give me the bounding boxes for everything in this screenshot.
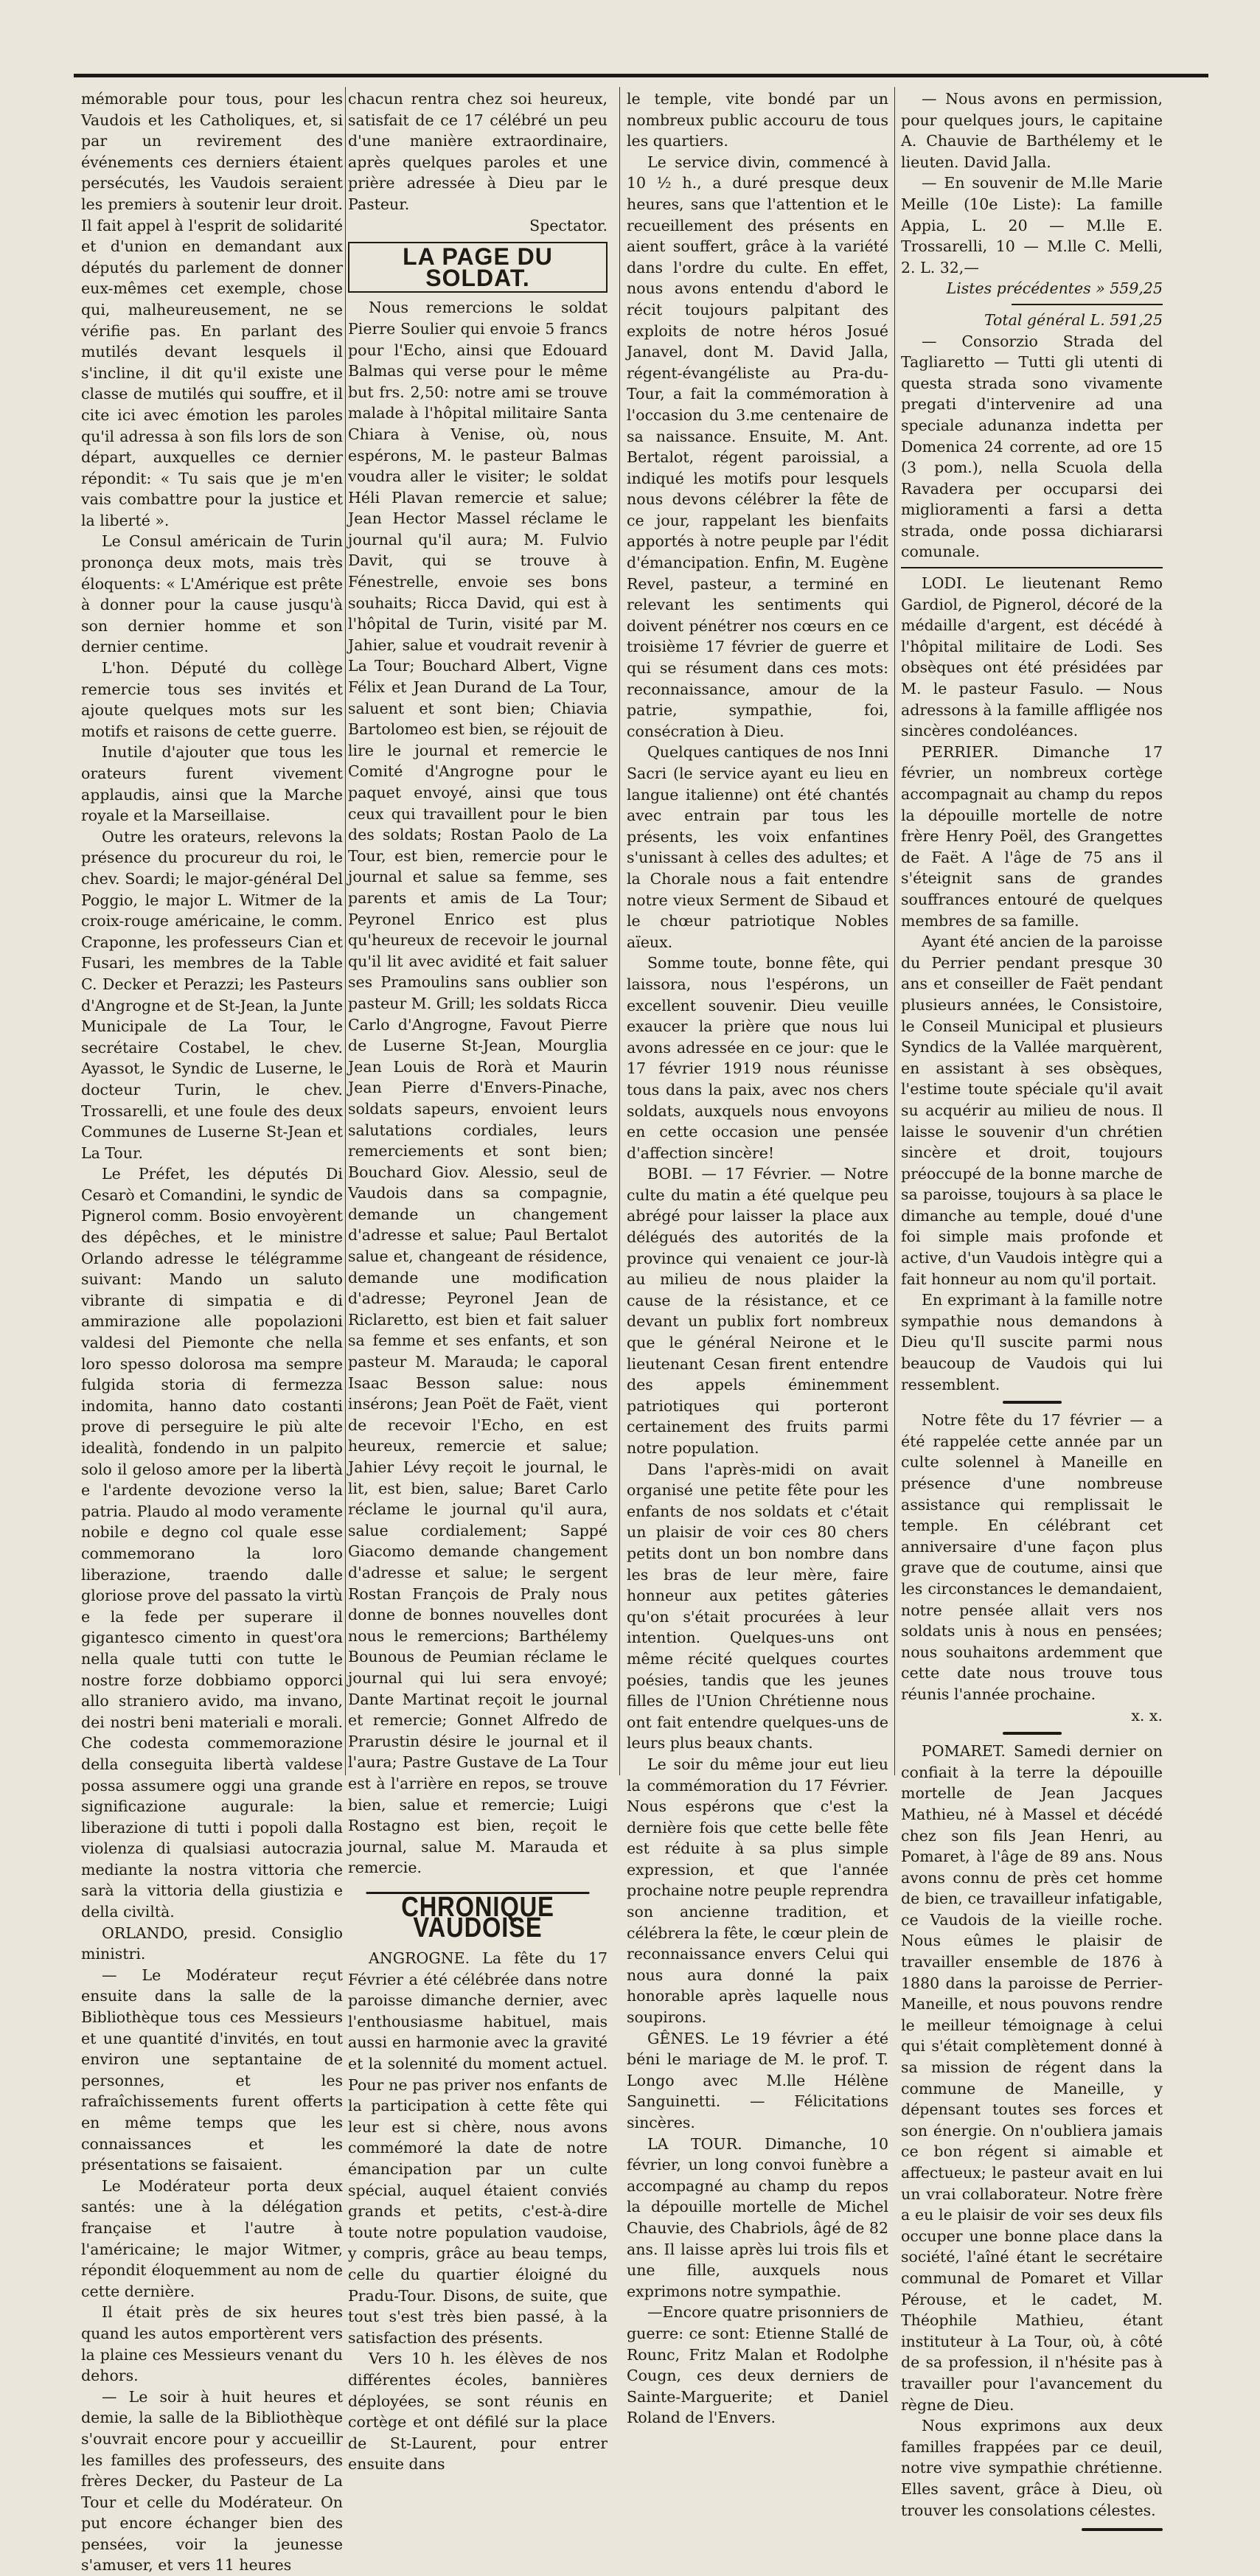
paragraph: Somme toute, bonne fête, qui laissora, nous l'espérons, un excellent souvenir. Dieu veuille exaucer la prière que nous lui avons adressée en ce jour: que le 17 février 1919 nous réunisse tous dans la paix, avec nos chers soldats, auxquels nous envoyons en cette occasion une pensée d'affection sincère! (627, 954, 888, 1162)
paragraph: LODI. Le lieutenant Remo Gardiol, de Pignerol, décoré de la médaille d'argent, est décédé à l'hôpital militaire de Lodi. Ses obsèques ont été présidées par M. le pasteur Fasulo. — Nous adressons à la famille affligée nos sincères condoléances. (901, 574, 1163, 740)
paragraph: Le service divin, commencé à 10 ½ h., a duré presque deux heures, sans que l'attention et le recueillement des présents en aient souffert, grâce à la variété dans l'ordre du culte. En effet, nous avons entendu d'abord le récit toujours palpitant des exploits de notre héros Josué Janavel, dont M. David Jalla, régent-évangéliste au Pra-du-Tour, a fait la commémoration à l'occasion du 3.me centenaire de sa naissance. Ensuite, M. Ant. Bertalot, régent paroissial, a indiqué les motifs pour lesquels nous devons célébrer la fête de ce jour, rappelant les bienfaits apportés à notre peuple par l'édit d'émancipation. Enfin, M. Eugène Revel, pasteur, a terminé en relevant les sentiments qui doivent pénétrer nos cœurs en ce troisième 17 février de guerre et qui se résument dans ces mots: reconnaissance, amour de la patrie, sympathie, foi, consécration à Dieu. (627, 153, 888, 740)
paragraph: — Consorzio Strada del Tagliaretto — Tutti gli utenti di questa strada sono vivamente pregati d'intervenire ad una speciale adunanza indetta per Domenica 24 corrente, ad ore 15 (3 pom.), nella Scuola della Ravadera per occuparsi dei miglioramenti a farsi a detta strada, onde possa dichiararsi comunale. (901, 332, 1163, 561)
paragraph: le temple, vite bondé par un nombreux public accouru de tous les quartiers. (627, 90, 888, 150)
column-3 (627, 88, 888, 2427)
signature: ORLANDO, presid. Consiglio ministri. (81, 1924, 343, 1963)
listes-precedentes: Listes précédentes » 559,25 (946, 279, 1163, 298)
paragraph: Inutile d'ajouter que tous les orateurs furent vivement applaudis, ainsi que la Marche royale et la Marseillaise. (81, 743, 343, 825)
paragraph: Le soir du même jour eut lieu la commémoration du 17 Février. Nous espérons que c'est la dernière fois que cette belle fête est réduite à sa plus simple expression, et que l'année prochaine notre peuple reprendra son ancienne tradition, et célébrera la fête, le cœur plein de reconnaissance envers Celui qui nous aura donné la paix honorable après laquelle nous soupirons. (627, 1755, 888, 2027)
section-heading-soldat: LA PAGE DU SOLDAT. (348, 242, 608, 293)
paragraph: Nous remercions le soldat Pierre Soulier qui envoie 5 francs pour l'Echo, ainsi que Edouard Balmas qui verse pour le même but frs. 2,50: notre ami se trouve malade à l'hôpital militaire Santa Chiara à Venise, où, nous espérons, M. le pasteur Balmas voudra aller le visiter; le soldat Héli Plavan remercie et salue; Jean Hector Massel réclame le journal qu'il aura; M. Fulvio Davit, qui se trouve à Fénestrelle, envoie ses bons souhaits; Ricca David, qui est à l'hôpital de Turin, visité par M. Jahier, salue et voudrait revenir à La Tour; Bouchard Albert, Vigne Félix et Jean Durand de La Tour, saluent et sont bien; Chiavia Bartolomeo est bien, se réjouit de lire le journal et remercie le Comité d'Angrogne pour le paquet envoyé, ainsi que tous ceux qui travaillent pour le bien des soldats; Rostan Paolo de La Tour, est bien, remercie pour le journal et salue sa femme, ses parents et amis de La Tour; Peyronel Enrico est plus qu'heureux de recevoir le journal qu'il lit avec avidité et fait saluer ses Pramoulins sans oublier son pasteur M. Grill; les soldats Ricca Carlo d'Angrogne, Favout Pierre de Luserne St-Jean, Mourglia Jean Louis de Rorà et Maurin Jean Pierre d'Envers-Pinache, soldats sapeurs, envoient leurs salutations cordiales, leurs remerciements et sont bien; Bouchard Giov. Alessio, seul de Vaudois dans sa compagnie, demande un changement d'adresse et salue; Paul Bertalot salue et, changeant de résidence, demande une modification d'adresse; Peyronel Jean de Riclaretto, est bien et fait saluer sa femme et ses enfants, et son pasteur M. Marauda; le caporal Isaac Besson salue: nous insérons; Jean Poët de Faët, vient de recevoir l'Echo, en est heureux, remercie et salue; Jahier Lévy reçoit le journal, le lit, est bien, salue; Baret Carlo réclame le journal qu'il aura, salue cordialement; Sappé Giacomo demande changement d'adresse et salue; le sergent Rostan François de Praly nous donne de bonnes nouvelles dont nous le remercions; Barthélemy Bounous de Peumian réclame le journal qui lui sera envoyé; Dante Martinat reçoit le journal et remercie; Gonnet Alfredo de Prarustin désire le journal et il l'aura; Pastre Gustave de La Tour est à l'arrière en repos, se trouve bien, salue et remercie; Luigi Rostagno est bien, reçoit le journal, salue M. Marauda et remercie. (348, 299, 608, 1877)
paragraph: — Le soir à huit heures et demie, la salle de la Bibliothèque s'ouvrait encore pour y accueillir les familles des professeurs, des frères Decker, du Pasteur de La Tour et celle du Modérateur. On put encore échanger bien des pensées, voir la jeunesse s'amuser, et vers 11 heures (81, 2387, 343, 2575)
paragraph: — Nous avons en permission, pour quelques jours, le capitaine A. Chauvie de Barthélemy et le lieuten. David Jalla. (901, 90, 1163, 171)
divider (901, 567, 1163, 568)
paragraph: BOBI. — 17 Février. — Notre culte du matin a été quelque peu abrégé pour laisser la place aux délégués des autorités de la province qui venaient ce jour-là au milieu de nous plaider la cause de la résistance, et ce devant un publix fort nombreux que le général Neirone et le lieutenant Cesan firent entendre des appels éminemment patriotiques qui porteront certainement des fruits parmi notre population. (627, 1165, 888, 1457)
column-4 (901, 88, 1163, 2519)
paragraph: Vers 10 h. les élèves de nos différentes écoles, bannières déployées, se sont réunis en cortège et ont défilé sur la place de St-Laurent, pour entrer ensuite dans (348, 2350, 608, 2474)
paragraph: POMARET. Samedi dernier on confiait à la terre la dépouille mortelle de Jean Jacques Mathieu, né à Massel et décédé chez son fils Jean Henri, au Pomaret, à l'âge de 89 ans. Nous avons connu de près cet homme de bien, ce travailleur infatigable, ce Vaudois de la vieille roche. Nous eûmes le plaisir de travailler ensemble de 1876 à 1880 dans la paroisse de Perrier-Maneille, et nous pouvons rendre le meilleur témoignage à celui qui s'était complètement donné à sa mission de régent dans la commune de Maneille, y dépensant toutes ses forces et son énergie. On n'oubliera jamais ce bon régent si aimable et affectueux; le pasteur avait en lui un vrai collaborateur. Notre frère a eu le plaisir de voir ses deux fils occuper une bonne place dans la société, l'aîné étant le secrétaire communal de Pomaret et Villar Pérouse, et le cadet, M. Théophile Mathieu, étant instituteur à La Tour, où, à côté de sa profession, il n'hésite pas à travailler pour l'avancement du règne de Dieu. (901, 1742, 1163, 2414)
paragraph: Ayant été ancien de la paroisse du Perrier pendant presque 30 ans et conseiller de Faët pendant plusieurs années, le Consistoire, le Conseil Municipal et plusieurs Syndics de la Vallée marquèrent, en assistant à ses obsèques, l'estime toute spéciale qu'il avait su acquérir au milieu de nous. Il laisse le souvenir d'un chrétien sincère et droit, toujours préoccupé de la bonne marche de sa paroisse, toujours à sa place le dimanche au temple, doué d'une foi simple mais profonde et active, d'un Vaudois intègre qui a fait honneur au nom qu'il portait. (901, 933, 1163, 1288)
top-rule (74, 74, 1208, 77)
column-1 (81, 88, 343, 2575)
paragraph: PERRIER. Dimanche 17 février, un nombreux cortège accompagnait au champ du repos la dépouille mortelle de notre frère Henry Poël, des Grangettes de Faët. A l'âge de 75 ans il s'éteignit sans de grandes souffrances entouré de quelques membres de sa famille. (901, 742, 1163, 930)
paragraph: L'hon. Député du collège remercie tous ses invités et ajoute quelques mots sur les motifs et raisons de cette guerre. (81, 659, 343, 740)
paragraph: chacun rentra chez soi heureux, satisfait de ce 17 célébré un peu d'une manière extraordinaire, après quelques paroles et une prière adressée à Dieu par le Pasteur. (348, 90, 608, 213)
total-general: Total général L. 591,25 (984, 310, 1163, 329)
paragraph: En exprimant à la famille notre sympathie nous demandons à Dieu qu'Il suscite parmi nous beaucoup de Vaudois qui lui ressemblent. (901, 1291, 1163, 1393)
signature: x. x. (1131, 1706, 1163, 1724)
separator (1082, 2528, 1163, 2531)
paragraph: — En souvenir de M.lle Marie Meille (10e Liste): La famille Appia, L. 20 — M.lle E. Trossarelli, 10 — M.lle C. Melli, 2. L. 32,— (901, 174, 1163, 276)
total-rule (1012, 304, 1163, 305)
paragraph: Notre fête du 17 février — a été rappelée cette année par un culte solennel à Maneille en présence d'une nombreuse assistance qui remplissait le temple. En célébrant cet anniversaire d'une façon plus grave que de coutume, ainsi que les circonstances le demandaient, notre pensée allait vers nos soldats unis à nous en pensées; nous souhaitons ardemment que cette date nous trouve tous réunis l'année prochaine. (901, 1411, 1163, 1703)
paragraph: ANGROGNE. La fête du 17 Février a été célébrée dans notre paroisse dimanche dernier, avec l'enthousiasme habituel, mais aussi en harmonie avec la gravité et la solennité du moment actuel. Pour ne pas priver nos enfants de la participation à cette fête qui leur est si chère, nous avons commémoré la date de notre émancipation par un culte spécial, auquel étaient conviés grands et petits, c'est-à-dire toute notre population vaudoise, y compris, grâce au beau temps, celle du quartier éloigné du Pradu-Tour. Disons, de suite, que tout s'est très bien passé, à la satisfaction des présents. (348, 1949, 608, 2347)
paragraph: mémorable pour tous, pour les Vaudois et les Catholiques, et, si par un revirement des événements ces derniers étaient persécutés, les Vaudois seraient les premiers à soutenir leur droit. Il fait appel à l'esprit de solidarité et d'union en demandant aux députés du parlement de donner eux-mêmes cet exemple, chose qui, malheureusement, ne se vérifie pas. En parlant des mutilés devant lesquels il s'incline, il dit qu'il existe une classe de mutilés qui souffre, et il cite ici avec émotion les paroles qu'il adressa à son fils lors de son départ, auxquelles ce dernier répondit: « Tu sais que je m'en vais combattre pour la justice et la liberté ». (81, 90, 343, 529)
column-divider (894, 87, 895, 1775)
paragraph: GÊNES. Le 19 février a été béni le mariage de M. le prof. T. Longo avec M.lle Hélène Sanguinetti. — Félicitations sincères. (627, 2029, 888, 2131)
paragraph: Le Consul américain de Turin prononça deux mots, mais très éloquents: « L'Amérique est prête à donner pour la cause jusqu'à son dernier homme et son dernier centime. (81, 532, 343, 656)
paragraph: —Encore quatre prisonniers de guerre: ce sont: Etienne Stallé de Rounc, Fritz Malan et Rodolphe Cougn, ces deux derniers de Sainte-Marguerite; et Daniel Roland de l'Envers. (627, 2303, 888, 2427)
column-2 (348, 88, 608, 2474)
paragraph: Outre les orateurs, relevons la présence du procureur du roi, le chev. Soardi; le major-général Del Poggio, le major L. Witmer de la croix-rouge américaine, le comm. Craponne, les professeurs Cian et Fusari, les membres de la Table C. Decker et Perazzi; les Pasteurs d'Angrogne et de St-Jean, la Junte Municipale de La Tour, le secrétaire Costabel, le chev. Ayassot, le Syndic de Luserne, le docteur Turin, le chev. Trossarelli, et une foule des deux Communes de Luserne St-Jean et La Tour. (81, 827, 343, 1162)
section-heading-chronique: CHRONIQUE VAUDOISE (366, 1892, 590, 1942)
separator (1003, 1401, 1062, 1404)
paragraph: Le Modérateur porta deux santés: une à la délégation française et l'autre à l'américaine; le major Witmer, répondit éloquemment au nom de cette dernière. (81, 2176, 343, 2300)
paragraph: Quelques cantiques de nos Inni Sacri (le service ayant eu lieu en langue italienne) ont été chantés avec entrain par tous les présents, les voix enfantines s'unissant à celles des adultes; et la Chorale nous a fait entendre notre vieux Serment de Sibaud et le chœur patriotique Nobles aïeux. (627, 743, 888, 951)
paragraph: — Le Modérateur reçut ensuite dans la salle de la Bibliothèque tous ces Messieurs et une quantité d'invités, en tout environ une septantaine de personnes, et les rafraîchissements furent offerts en même temps que les connaissances et les présentations se faisaient. (81, 1966, 343, 2174)
column-divider (619, 87, 620, 1775)
column-divider (345, 87, 346, 1775)
paragraph: LA TOUR. Dimanche, 10 février, un long convoi funèbre a accompagné au champ du repos la dépouille mortelle de Michel Chauvie, des Chabriols, âgé de 82 ans. Il laisse après lui trois fils et une fille, auxquels nous exprimons notre sympathie. (627, 2134, 888, 2300)
signature: Spectator. (529, 216, 608, 234)
paragraph: Il était près de six heures quand les autos emportèrent vers la plaine ces Messieurs venant du dehors. (81, 2303, 343, 2385)
paragraph: Nous exprimons aux deux familles frappées par ce deuil, notre vive sympathie chrétienne. Elles savent, grâce à Dieu, où trouver les consolations célestes. (901, 2417, 1163, 2519)
paragraph: Dans l'après-midi on avait organisé une petite fête pour les enfants de nos soldats et c'était un plaisir de voir ces 80 chers petits dont un bon nombre dans les bras de leur mère, faire honneur aux petites gâteries qu'on s'était procurées à leur intention. Quelques-uns ont même récité quelques courtes poésies, tandis que les jeunes filles de l'Union Chrétienne nous ont fait entendre quelques-uns de leurs plus beaux chants. (627, 1460, 888, 1752)
paragraph: Le Préfet, les députés Di Cesarò et Comandini, le syndic de Pignerol comm. Bosio envoyèrent des dépêches, et le ministre Orlando adresse le télégramme suivant: Mando un saluto vibrante di simpatia e di ammirazione alle popolazioni valdesi del Piemonte che nella loro spesso dolorosa ma sempre fulgida storia di fermezza indomita, hanno dato costanti prove di perseguire le più alte idealità, fondendo in un palpito solo il geloso amore per la libertà e l'ardente devozione verso la patria. Plaudo al modo veramente nobile e degno col quale esse commemorano la loro liberazione, traendo dalle gloriose prove del passato la virtù e la fede per superare il gigantesco cimento in quest'ora nella quale tutti con tutte le nostre forze dobbiamo opporci allo straniero avido, ma invano, dei nostri beni materiali e morali. Che codesta commemorazione della conseguita libertà valdese possa assumere oggi una grande significazione augurale: la liberazione di tutti i popoli dalla violenza di qualsiasi autocrazia mediante la nostra vittoria che sarà la vittoria della giustizia e della civiltà. (81, 1165, 343, 1921)
separator (1003, 1732, 1062, 1735)
